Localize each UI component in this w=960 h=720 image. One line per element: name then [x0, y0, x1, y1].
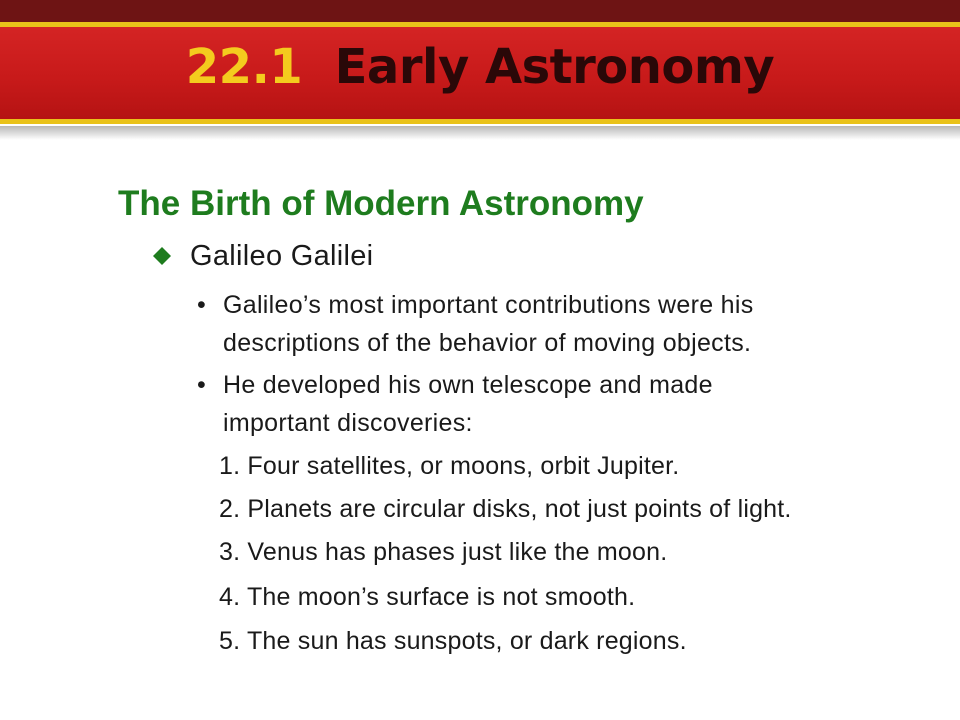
slide-title [0, 37, 960, 97]
bullet-text: He developed his own telescope and made important discoveries: [223, 371, 713, 437]
title-text: Early Astronomy [334, 39, 775, 95]
diamond-icon [153, 247, 171, 265]
section-heading: The Birth of Modern Astronomy [118, 184, 644, 223]
bullet-dot: • [197, 291, 207, 319]
discovery-item-5: 5. The sun has sunspots, or dark regions. [219, 627, 687, 655]
subtopic-label: Galileo Galilei [190, 240, 374, 272]
discovery-item-4: 4. The moon’s surface is not smooth. [219, 583, 636, 611]
top-bar [0, 0, 960, 24]
discovery-item-1: 1. Four satellites, or moons, orbit Jupiter. [219, 452, 680, 480]
discovery-item-3: 3. Venus has phases just like the moon. [219, 538, 668, 566]
discovery-item-2: 2. Planets are circular disks, not just points of light. [219, 495, 792, 523]
title-number: 22.1 [185, 39, 303, 95]
bullet-dot: • [197, 371, 207, 399]
bullet-text: Galileo’s most important contributions were his descriptions of the behavior of moving objects. [223, 291, 754, 357]
banner-shadow [0, 126, 960, 140]
